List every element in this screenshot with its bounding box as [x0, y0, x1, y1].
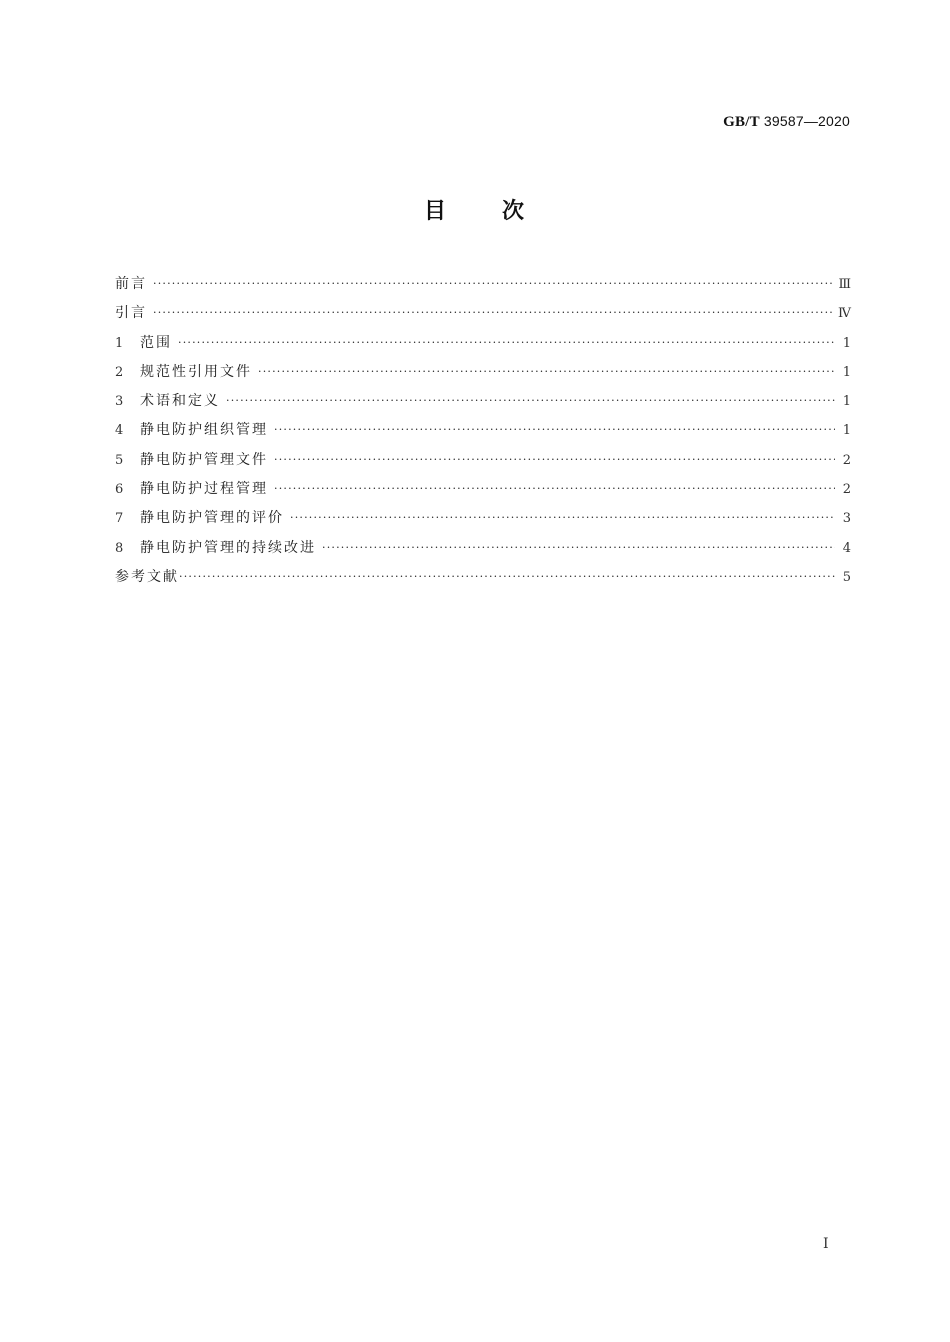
toc-entry-number: 3 — [115, 394, 124, 410]
toc-entry-label: 静电防护组织管理 — [140, 422, 268, 439]
page-number: I — [823, 1236, 829, 1252]
toc-entry-page: 1 — [842, 364, 851, 380]
toc-entry-page: 2 — [842, 452, 851, 468]
toc-entry-number: 6 — [115, 482, 124, 498]
toc-entry-4[interactable] — [115, 416, 851, 445]
toc-entry-bibliography[interactable] — [115, 563, 851, 592]
toc-entry-page: Ⅲ — [838, 277, 851, 292]
toc-entry-label: 范围 — [140, 334, 172, 351]
toc-entry-page: 5 — [842, 569, 851, 585]
toc-entry-number: 2 — [115, 364, 124, 380]
toc-entry-number: 7 — [115, 511, 124, 527]
toc-list — [115, 270, 851, 592]
toc-entry-page: 2 — [842, 482, 851, 498]
toc-leader-dots — [322, 533, 835, 562]
toc-entry-label: 参考文献 — [115, 568, 179, 585]
toc-entry-7[interactable] — [115, 504, 851, 533]
toc-title — [0, 194, 950, 225]
toc-leader-dots — [274, 415, 835, 444]
toc-entry-number: 1 — [115, 335, 124, 351]
toc-entry-number: 8 — [115, 540, 124, 556]
toc-leader-dots — [258, 357, 835, 386]
toc-leader-dots — [290, 503, 835, 532]
standard-code-number: 39587—2020 — [763, 113, 850, 129]
toc-title-char-2: 次 — [502, 199, 527, 224]
toc-entry-label: 静电防护管理的评价 — [140, 510, 284, 527]
toc-entry-3[interactable] — [115, 387, 851, 416]
toc-entry-page: 1 — [842, 335, 851, 351]
standard-code-prefix: GB/T — [723, 114, 760, 130]
toc-entry-label: 规范性引用文件 — [140, 363, 252, 380]
toc-leader-dots — [226, 386, 835, 415]
toc-entry-label: 静电防护过程管理 — [140, 481, 268, 498]
standard-code — [723, 113, 850, 131]
toc-leader-dots — [153, 298, 832, 327]
toc-entry-5[interactable] — [115, 446, 851, 475]
toc-leader-dots — [274, 474, 835, 503]
toc-entry-page: 1 — [842, 394, 851, 410]
toc-entry-page: 4 — [842, 540, 851, 556]
toc-entry-number: 4 — [115, 423, 124, 439]
toc-entry-foreword[interactable] — [115, 270, 851, 299]
toc-entry-introduction[interactable] — [115, 299, 851, 328]
toc-entry-number: 5 — [115, 452, 124, 468]
toc-leader-dots — [274, 445, 835, 474]
toc-leader-dots — [179, 562, 835, 591]
toc-entry-label: 静电防护管理的持续改进 — [140, 539, 316, 556]
toc-entry-label: 静电防护管理文件 — [140, 451, 268, 468]
toc-entry-page: Ⅳ — [838, 306, 851, 322]
toc-entry-page: 3 — [842, 511, 851, 527]
toc-entry-2[interactable] — [115, 358, 851, 387]
toc-entry-label: 引言 — [115, 305, 147, 322]
toc-entry-6[interactable] — [115, 475, 851, 504]
toc-entry-label: 前言 — [115, 276, 147, 292]
toc-leader-dots — [153, 269, 832, 298]
toc-entry-page: 1 — [842, 423, 851, 439]
toc-entry-1[interactable] — [115, 329, 851, 358]
toc-entry-8[interactable] — [115, 534, 851, 563]
toc-entry-label: 术语和定义 — [140, 393, 220, 410]
toc-title-char-1: 目 — [423, 199, 448, 224]
toc-leader-dots — [178, 328, 835, 357]
